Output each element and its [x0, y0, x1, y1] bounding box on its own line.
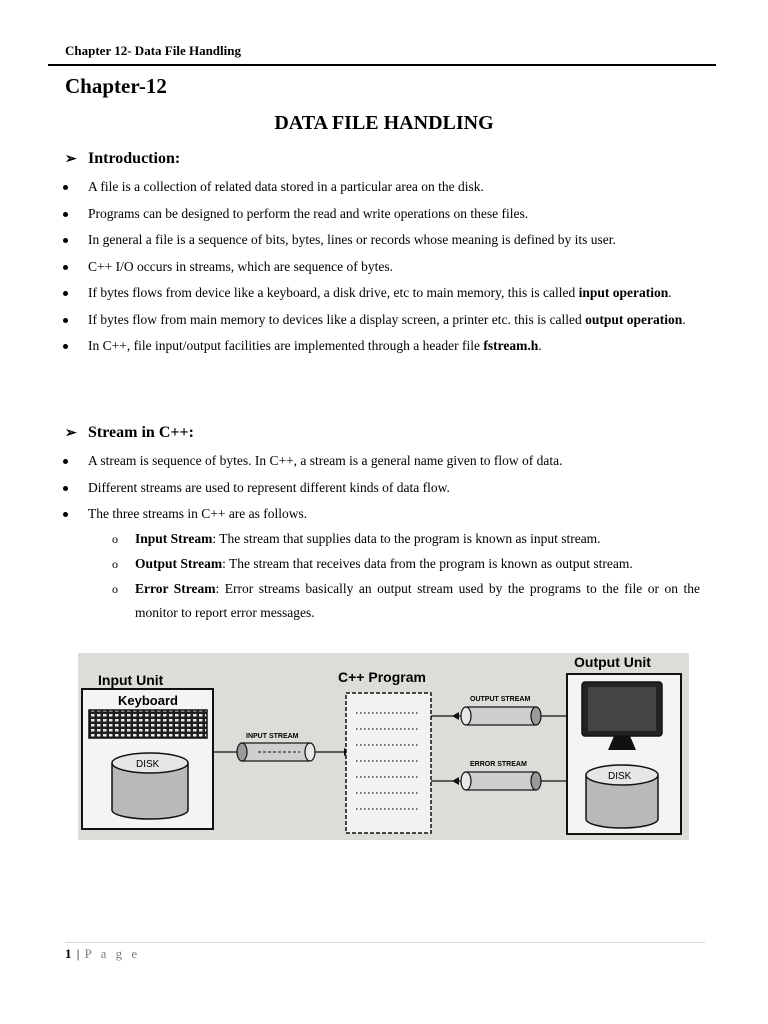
bullet-dot-icon: [63, 512, 68, 517]
list-item-text: In general a file is a sequence of bits, bytes, lines or records whose meaning is defined by its user.: [88, 232, 616, 247]
sub-list-text: : The stream that supplies data to the program is known as input stream.: [212, 531, 601, 546]
list-item-text: A file is a collection of related data stored in a particular area on the disk.: [88, 179, 484, 194]
disk-right-label: DISK: [608, 771, 632, 782]
list-item-text: The three streams in C++ are as follows.: [88, 506, 308, 521]
cpp-program-box: [346, 693, 431, 833]
running-header: Chapter 12- Data File Handling: [65, 43, 241, 58]
list-item: [0, 308, 768, 333]
disk-left-label: DISK: [136, 759, 160, 770]
section-heading-stream: [65, 424, 194, 442]
list-item: [0, 255, 768, 280]
list-item: [0, 281, 768, 306]
list-item: [0, 502, 768, 527]
bullet-dot-icon: [63, 344, 68, 349]
punctuation: .: [668, 285, 672, 300]
list-item-text: In C++, file input/output facilities are implemented through a header file: [88, 338, 484, 353]
punctuation: .: [538, 338, 542, 353]
arrow-bullet-icon: ➢: [65, 151, 77, 167]
keyboard-label: Keyboard: [118, 693, 178, 708]
stream-diagram-figure: [78, 653, 689, 840]
bullet-dot-icon: [63, 318, 68, 323]
list-item-text: Different streams are used to represent different kinds of data flow.: [88, 479, 450, 495]
sub-list-item: [0, 552, 768, 576]
header-rule: [48, 64, 716, 66]
input-unit-label: Input Unit: [98, 672, 164, 688]
term-input-stream: Input Stream: [135, 531, 213, 546]
section-heading-text: Stream in C++:: [88, 424, 194, 441]
bullet-dot-icon: [63, 265, 68, 270]
arrow-bullet-icon: ➢: [65, 425, 77, 441]
bullet-dot-icon: [63, 212, 68, 217]
list-item-text: Programs can be designed to perform the read and write operations on these files.: [88, 205, 529, 221]
error-stream-label: ERROR STREAM: [470, 761, 527, 768]
stream-types-list: [0, 527, 768, 626]
circle-bullet-icon: o: [112, 532, 118, 546]
list-item-text: C++ I/O occurs in streams, which are sequence of bytes.: [88, 258, 394, 274]
list-item: [0, 175, 768, 200]
bullet-dot-icon: [63, 185, 68, 190]
list-item-text: A stream is sequence of bytes. In C++, a stream is a general name given to flow of data.: [88, 453, 563, 468]
term-fstream-header: fstream.h: [483, 338, 539, 353]
circle-bullet-icon: o: [112, 582, 118, 596]
cpp-program-label: C++ Program: [338, 669, 426, 685]
list-item: [0, 202, 768, 227]
bullet-dot-icon: [63, 486, 68, 491]
footer-separator: |: [76, 946, 81, 961]
page-footer: [65, 946, 140, 962]
keyboard-icon: [89, 710, 207, 738]
bullet-dot-icon: [63, 238, 68, 243]
punctuation: .: [682, 311, 686, 327]
input-stream-label: INPUT STREAM: [246, 733, 299, 740]
list-item: [0, 476, 768, 501]
output-unit-label: Output Unit: [574, 654, 651, 670]
term-output-operation: output operation: [585, 311, 683, 327]
section-heading-text: Introduction:: [88, 150, 181, 167]
sub-list-text: : Error streams basically an output stream used by the programs to the file or on the monitor to report error messages.: [135, 581, 700, 620]
section-heading-introduction: [65, 150, 180, 168]
list-item-text: If bytes flows from device like a keyboard, a disk drive, etc to main memory, this is called: [88, 285, 579, 300]
chapter-label: Chapter-12: [65, 74, 167, 98]
intro-bullet-list: [0, 175, 768, 361]
term-error-stream: Error Stream: [135, 581, 216, 596]
sub-list-item: [0, 527, 768, 551]
page-title: DATA FILE HANDLING: [274, 112, 494, 134]
sub-list-text: : The stream that receives data from the program is known as output stream.: [222, 556, 633, 571]
list-item: [0, 334, 768, 359]
stream-bullet-list: [0, 449, 768, 529]
bullet-dot-icon: [63, 459, 68, 464]
bullet-dot-icon: [63, 291, 68, 296]
list-item: [0, 228, 768, 253]
output-stream-label: OUTPUT STREAM: [470, 696, 531, 703]
page-word: P a g e: [84, 946, 141, 961]
list-item: [0, 449, 768, 474]
footer-rule: [65, 942, 705, 943]
term-output-stream: Output Stream: [135, 556, 223, 571]
circle-bullet-icon: o: [112, 557, 118, 571]
term-input-operation: input operation: [578, 285, 669, 300]
list-item-text: If bytes flow from main memory to devices like a display screen, a printer etc. this is called: [88, 311, 586, 327]
page-number: 1: [65, 946, 73, 961]
sub-list-item: [0, 577, 768, 625]
